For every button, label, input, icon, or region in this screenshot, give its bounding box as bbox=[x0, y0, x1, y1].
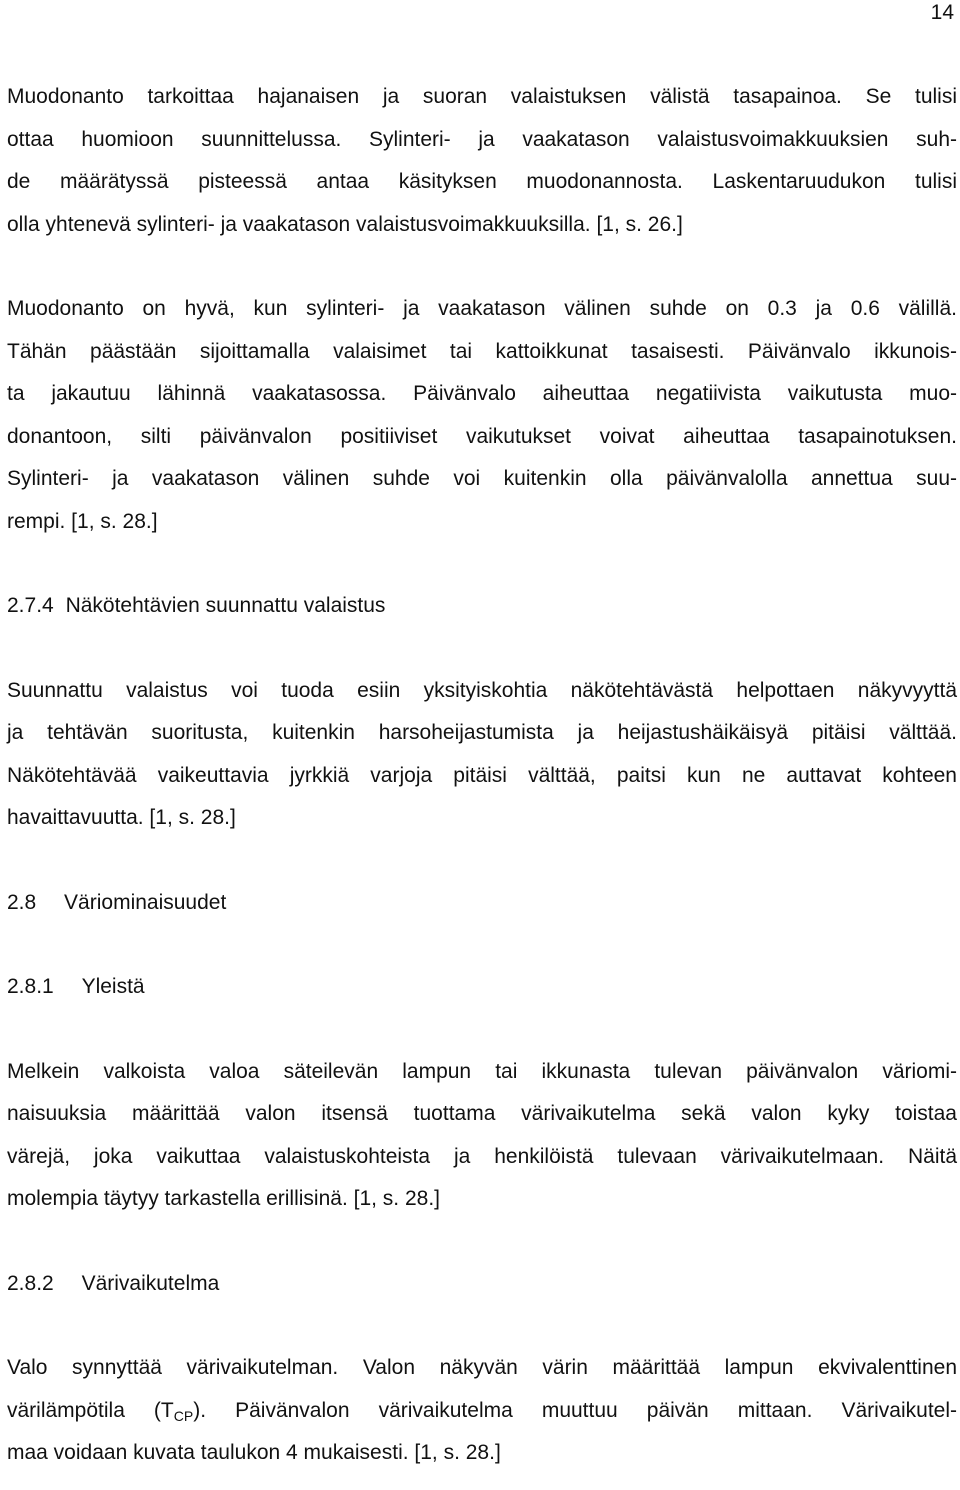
text-line: molempia täytyy tarkastella erillisinä. [1, s. 28.] bbox=[7, 1187, 441, 1210]
text-line: värejä, joka vaikuttaa valaistuskohteista ja henkilöistä tulevaan värivaikutelmaan. Näitä bbox=[7, 1144, 957, 1168]
text-line: rempi. [1, s. 28.] bbox=[7, 509, 158, 533]
section-title: Yleistä bbox=[81, 975, 145, 998]
subscript-cp: CP bbox=[173, 1407, 194, 1424]
text-line: Sylinteri- ja vaakatason välinen suhde voi kuitenkin olla päivänvalolla annettua suu- bbox=[7, 467, 957, 490]
document-body bbox=[7, 76, 957, 1475]
section-title: Väriominaisuudet bbox=[64, 890, 227, 914]
text-line: donantoon, silti päivänvalon positiiviset vaikutukset voivat aiheuttaa tasapainotuksen. bbox=[7, 424, 957, 448]
text-line: havaittavuutta. [1, s. 28.] bbox=[7, 806, 236, 829]
section-number: 2.8 bbox=[7, 890, 37, 914]
section-title: Näkötehtävien suunnattu valaistus bbox=[65, 594, 386, 617]
paragraph-suunnattu-valaistus bbox=[7, 670, 957, 840]
section-heading-2-8-2 bbox=[7, 1263, 957, 1306]
paragraph-muodonanto-ratio bbox=[7, 288, 957, 543]
section-number: 2.8.1 bbox=[7, 975, 54, 998]
paragraph-yleista bbox=[7, 1051, 957, 1221]
paragraph-varivaikutelma bbox=[7, 1347, 957, 1475]
text-line: olla yhtenevä sylinteri- ja vaakatason valaistusvoimakkuuksilla. [1, s. 26.] bbox=[7, 212, 683, 236]
text-line: Muodonanto on hyvä, kun sylinteri- ja vaakatason välinen suhde on 0.3 ja 0.6 välillä. bbox=[7, 297, 957, 320]
text-line: de määrätyssä pisteessä antaa käsityksen muodonannosta. Laskentaruudukon tulisi bbox=[7, 170, 957, 193]
text-line: ja tehtävän suoritusta, kuitenkin harsoheijastumista ja heijastushäikäisyä pitäisi välttää. bbox=[7, 721, 957, 744]
text-line: Suunnattu valaistus voi tuoda esiin yksityiskohtia näkötehtävästä helpottaen näkyvyyttä bbox=[7, 678, 957, 702]
page-number: 14 bbox=[930, 1, 954, 24]
text-line: ta jakautuu lähinnä vaakatasossa. Päivänvalo aiheuttaa negatiivista vaikutusta muo- bbox=[7, 382, 957, 405]
text-line: maa voidaan kuvata taulukon 4 mukaisesti. [1, s. 28.] bbox=[7, 1441, 501, 1464]
section-title: Värivaikutelma bbox=[81, 1271, 220, 1295]
text-fragment: ). Päivänvalon värivaikutelma muuttuu päivän mittaan. Värivaikutel- bbox=[193, 1398, 957, 1422]
section-number: 2.7.4 bbox=[7, 594, 54, 617]
section-number: 2.8.2 bbox=[7, 1271, 54, 1295]
text-line: naisuuksia määrittää valon itsensä tuottama värivaikutelma sekä valon kyky toistaa bbox=[7, 1102, 957, 1125]
text-line: Näkötehtävää vaikeuttavia jyrkkiä varjoja pitäisi välttää, paitsi kun ne auttavat kohteen bbox=[7, 763, 957, 787]
section-heading-2-7-4 bbox=[7, 585, 957, 628]
text-line bbox=[7, 1390, 957, 1433]
paragraph-muodonanto-definition bbox=[7, 76, 957, 246]
section-heading-2-8-1 bbox=[7, 966, 957, 1009]
text-line: ottaa huomioon suunnittelussa. Sylinteri- ja vaakatason valaistusvoimakkuuksien suh- bbox=[7, 127, 957, 151]
text-fragment: värilämpötila (T bbox=[7, 1398, 174, 1422]
section-heading-2-8 bbox=[7, 882, 957, 925]
text-line: Muodonanto tarkoittaa hajanaisen ja suoran valaistuksen välistä tasapainoa. Se tulisi bbox=[7, 85, 957, 108]
text-line: Tähän päästään sijoittamalla valaisimet tai kattoikkunat tasaisesti. Päivänvalo ikkunois- bbox=[7, 339, 957, 363]
text-line: Melkein valkoista valoa säteilevän lampun tai ikkunasta tulevan päivänvalon väriomi- bbox=[7, 1059, 957, 1083]
text-line: Valo synnyttää värivaikutelman. Valon näkyvän värin määrittää lampun ekvivalenttinen bbox=[7, 1356, 957, 1379]
